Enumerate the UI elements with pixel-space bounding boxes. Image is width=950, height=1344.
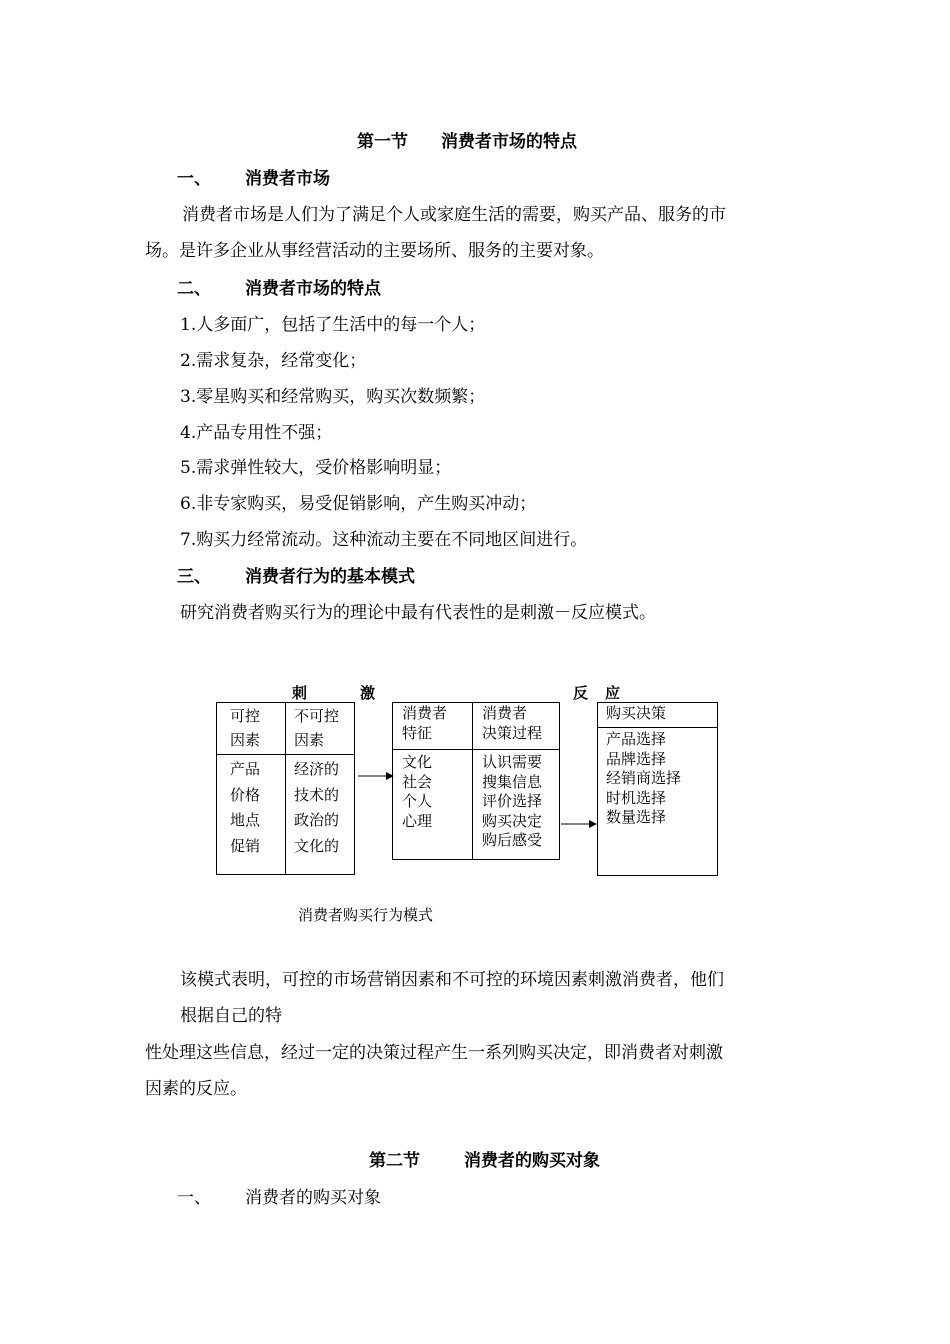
box2-item: 评价选择: [482, 792, 543, 810]
list-item: 6.非专家购买，易受促销影响，产生购买冲动；: [180, 494, 537, 514]
list-item: 2.需求复杂，经常变化；: [180, 351, 367, 371]
list-item: 7.购买力经常流动。这种流动主要在不同地区间进行。: [180, 530, 588, 550]
paragraph-line: 该模式表明，可控的市场营销因素和不可控的环境因素刺激消费者，他们: [180, 970, 724, 990]
box1-item: 经济的: [294, 760, 340, 778]
diagram-caption: 消费者购买行为模式: [298, 906, 434, 924]
section-title-number: 第一节: [357, 132, 408, 152]
box1-item: 文化的: [294, 836, 340, 855]
box2-item: 购买决定: [482, 811, 543, 830]
box1-item: 技术的: [294, 785, 340, 804]
subheading-number: 一、: [177, 169, 211, 189]
box3-item: 经销商选择: [606, 769, 682, 787]
divider: [597, 727, 718, 728]
paragraph-line: 消费者市场是人们为了满足个人或家庭生活的需要，购买产品、服务的市: [182, 205, 726, 225]
label-ji: 激: [360, 684, 376, 702]
paragraph-line: 因素的反应。: [145, 1079, 247, 1099]
subheading: 消费者行为的基本模式: [245, 567, 415, 587]
list-item: 1.人多面广，包括了生活中的每一个人；: [180, 315, 486, 335]
label-ci: 刺: [292, 684, 308, 702]
subheading-number: 三、: [177, 567, 211, 587]
subheading: 消费者市场的特点: [245, 279, 381, 299]
box2-item: 社会: [402, 772, 433, 791]
list-item: 4.产品专用性不强；: [180, 423, 333, 443]
subheading-number: 二、: [177, 279, 211, 299]
box1-item: 政治的: [294, 811, 340, 829]
divider: [285, 702, 286, 875]
box2-item: 购后感受: [482, 831, 543, 849]
box2-item: 认识需要: [482, 753, 543, 771]
label-ying: 应: [605, 684, 621, 702]
box1-item: 地点: [230, 811, 261, 829]
divider: [472, 702, 473, 860]
box2-item: 文化: [402, 753, 433, 771]
subheading: 消费者市场: [245, 169, 330, 189]
box3-item: 时机选择: [606, 788, 667, 807]
divider: [216, 754, 355, 755]
box2-header: 消费者: [482, 704, 528, 722]
divider: [392, 749, 560, 750]
list-item: 5.需求弹性较大，受价格影响明显；: [180, 458, 452, 478]
box2-item: 个人: [402, 792, 433, 810]
box1-header: 因素: [230, 731, 261, 749]
box1-header: 因素: [294, 731, 325, 749]
box2-item: 搜集信息: [482, 772, 543, 791]
box1-header: 可控: [230, 707, 261, 725]
box2-item: 心理: [402, 811, 433, 830]
box2-header: 消费者: [402, 704, 448, 722]
box1-item: 产品: [230, 760, 261, 778]
box3-item: 产品选择: [606, 730, 667, 748]
label-fan: 反: [573, 684, 589, 702]
box2-header: 决策过程: [482, 723, 543, 742]
paragraph-line: 性处理这些信息，经过一定的决策过程产生一系列购买决定，即消费者对刺激: [145, 1043, 723, 1063]
paragraph-line: 场。是许多企业从事经营活动的主要场所、服务的主要对象。: [145, 241, 604, 261]
section-title: 消费者的购买对象: [464, 1151, 600, 1171]
box3-item: 数量选择: [606, 808, 667, 826]
box3-header: 购买决策: [606, 704, 667, 722]
paragraph-line: 研究消费者购买行为的理论中最有代表性的是刺激－反应模式。: [180, 603, 656, 623]
box1-item: 价格: [230, 785, 261, 804]
box3-item: 品牌选择: [606, 749, 667, 768]
box1-item: 促销: [230, 836, 261, 855]
section-title-number: 第二节: [369, 1151, 420, 1171]
subheading-number: 一、: [177, 1188, 211, 1208]
box2-header: 特征: [402, 723, 433, 742]
list-item: 3.零星购买和经常购买，购买次数频繁；: [180, 387, 486, 407]
box1-header: 不可控: [294, 707, 340, 725]
paragraph-line: 根据自己的特: [180, 1006, 282, 1026]
subheading: 消费者的购买对象: [245, 1188, 381, 1208]
section-title: 消费者市场的特点: [441, 132, 577, 152]
